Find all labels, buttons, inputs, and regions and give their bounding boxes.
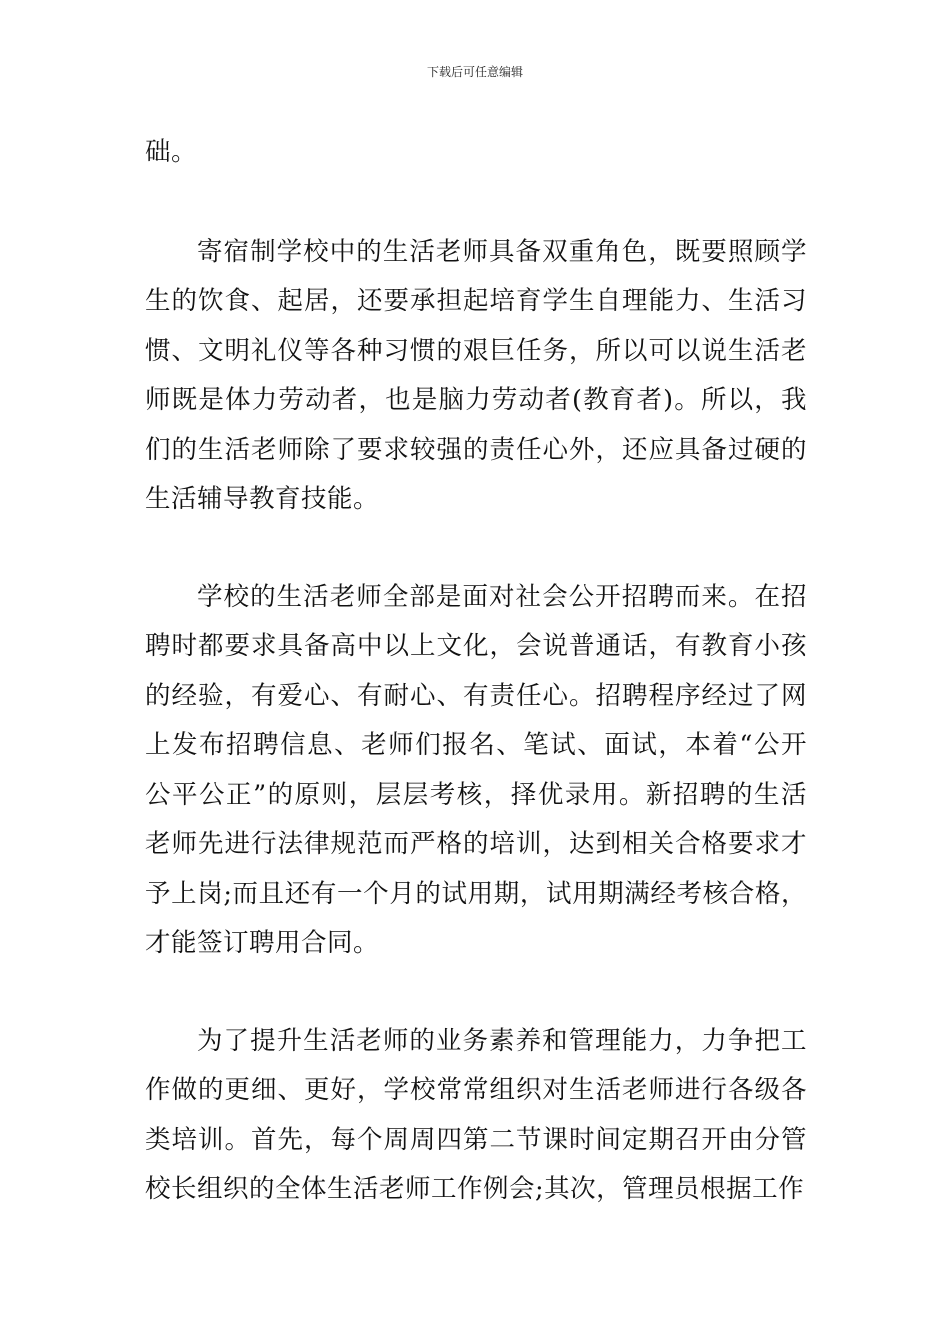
- document-body: [145, 128, 807, 1263]
- page-header: 下载后可任意编辑: [426, 65, 523, 79]
- paragraph-training: 为了提升生活老师的业务素养和管理能力，力争把工作做的更细、更好，学校常常组织对生活老师进行各级各类培训。首先，每个周周四第二节课时间定期召开由分管校长组织的全体生活老师工作例会;其次，管理员根据工作: [145, 1025, 807, 1204]
- paragraph-continuation: 础。: [145, 137, 198, 167]
- paragraph-recruitment: 学校的生活老师全部是面对社会公开招聘而来。在招聘时都要求具备高中以上文化，会说普通话，有教育小孩的经验，有爱心、有耐心、有责任心。招聘程序经过了网上发布招聘信息、老师们报名、笔试、面试，本着“公开公平公正”的原则，层层考核，择优录用。新招聘的生活老师先进行法律规范而严格的培训，达到相关合格要求才予上岗;而且还有一个月的试用期，试用期满经考核合格，才能签订聘用合同。: [145, 581, 807, 958]
- paragraph-dual-role: 寄宿制学校中的生活老师具备双重角色，既要照顾学生的饮食、起居，还要承担起培育学生自理能力、生活习惯、文明礼仪等各种习惯的艰巨任务，所以可以说生活老师既是体力劳动者，也是脑力劳动者(教育者)。所以，我们的生活老师除了要求较强的责任心外，还应具备过硬的生活辅导教育技能。: [145, 236, 807, 514]
